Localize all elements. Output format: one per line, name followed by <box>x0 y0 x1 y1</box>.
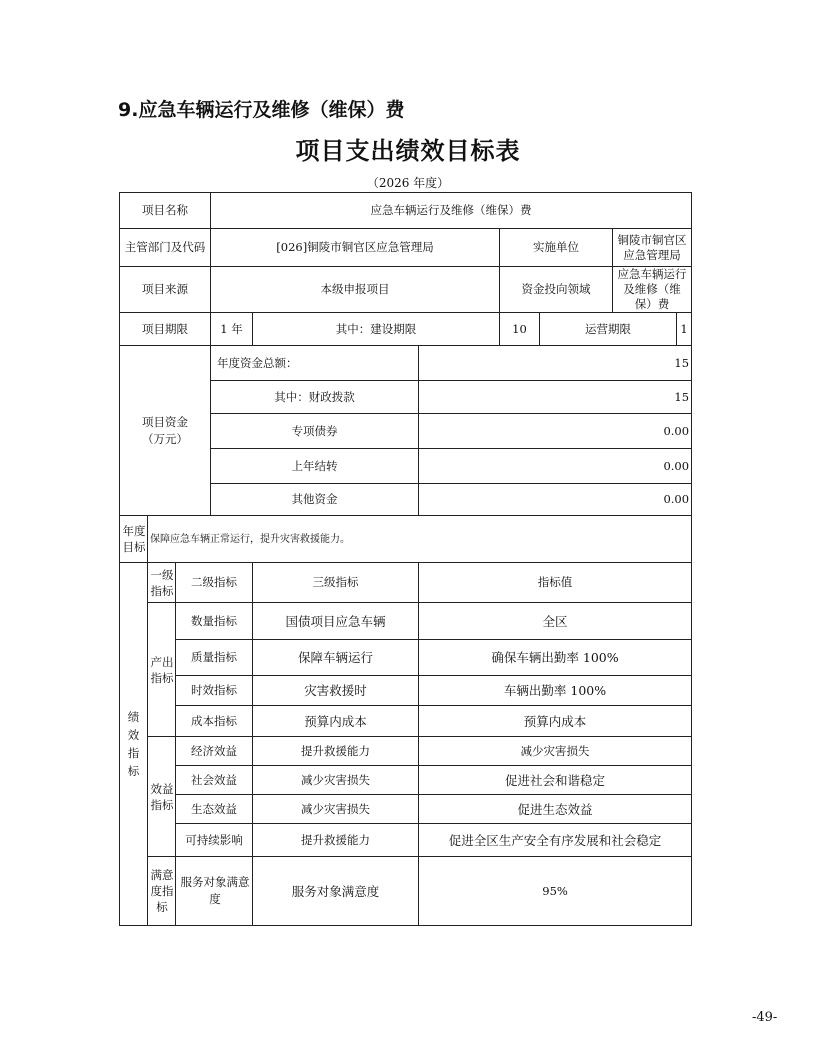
invest-label: 资金投向领域 <box>500 267 613 313</box>
output-l3: 灾害救援时 <box>253 676 419 706</box>
fund-bond-label: 专项债券 <box>211 414 419 449</box>
row-department <box>120 229 692 267</box>
output-value: 车辆出勤率 100% <box>419 676 692 706</box>
satisfaction-l2: 服务对象满意度 <box>176 857 253 926</box>
row-period <box>120 313 692 346</box>
satisfaction-value: 95% <box>419 857 692 926</box>
page-number: -49- <box>752 1010 778 1025</box>
benefit-l2: 社会效益 <box>176 766 253 795</box>
table-row <box>120 737 692 766</box>
table-row <box>120 766 692 795</box>
source-value: 本级申报项目 <box>211 267 500 313</box>
invest-value: 应急车辆运行及维修（维保）费 <box>613 267 692 313</box>
output-l3: 国债项目应急车辆 <box>253 603 419 640</box>
fund-other-value: 0.00 <box>419 484 692 516</box>
table-row <box>120 795 692 824</box>
project-name-label: 项目名称 <box>120 193 211 229</box>
table-row <box>120 824 692 857</box>
output-value: 确保车辆出勤率 100% <box>419 640 692 676</box>
op-period-value: 1 <box>677 313 692 346</box>
benefit-value: 促进社会和谐稳定 <box>419 766 692 795</box>
period-label: 项目期限 <box>120 313 211 346</box>
output-l2: 成本指标 <box>176 706 253 737</box>
fund-total-value: 15 <box>419 346 692 381</box>
fund-finance-label: 其中：财政拨款 <box>211 381 419 414</box>
dept-value: [026]铜陵市铜官区应急管理局 <box>211 229 500 267</box>
benefit-l2: 可持续影响 <box>176 824 253 857</box>
impl-label: 实施单位 <box>500 229 613 267</box>
period-value: 1 年 <box>211 313 253 346</box>
fund-other-label: 其他资金 <box>211 484 419 516</box>
output-l2: 质量指标 <box>176 640 253 676</box>
fund-bond-value: 0.00 <box>419 414 692 449</box>
output-l2: 数量指标 <box>176 603 253 640</box>
benefit-l3: 减少灾害损失 <box>253 766 419 795</box>
performance-target-table <box>119 192 692 926</box>
table-row <box>120 857 692 926</box>
row-project-name <box>120 193 692 229</box>
output-value: 预算内成本 <box>419 706 692 737</box>
fund-finance-value: 15 <box>419 381 692 414</box>
dept-label: 主管部门及代码 <box>120 229 211 267</box>
fund-total-label: 年度资金总额： <box>211 346 419 381</box>
perf-label: 绩效指标 <box>120 563 148 926</box>
table-row <box>120 603 692 640</box>
row-source <box>120 267 692 313</box>
table-row <box>120 676 692 706</box>
op-period-label: 运营期限 <box>540 313 677 346</box>
benefit-l2: 经济效益 <box>176 737 253 766</box>
source-label: 项目来源 <box>120 267 211 313</box>
output-l3: 保障车辆运行 <box>253 640 419 676</box>
table-row <box>120 640 692 676</box>
perf-header-value: 指标值 <box>419 563 692 603</box>
benefit-value: 减少灾害损失 <box>419 737 692 766</box>
year-label: （2026 年度） <box>366 176 450 190</box>
perf-header-l2: 二级指标 <box>176 563 253 603</box>
output-l2: 时效指标 <box>176 676 253 706</box>
row-annual-goal <box>120 516 692 563</box>
annual-goal-value: 保障应急车辆正常运行，提升灾害救援能力。 <box>148 516 692 563</box>
page-title: 项目支出绩效目标表 <box>295 137 521 165</box>
satisfaction-indicator-label: 满意度指标 <box>148 857 176 926</box>
output-indicator-label: 产出指标 <box>148 603 176 737</box>
satisfaction-l3: 服务对象满意度 <box>253 857 419 926</box>
perf-header-l1: 一级指标 <box>148 563 176 603</box>
row-fund-total <box>120 346 692 381</box>
benefit-l3: 减少灾害损失 <box>253 795 419 824</box>
annual-goal-label: 年度目标 <box>120 516 148 563</box>
row-perf-header <box>120 563 692 603</box>
output-l3: 预算内成本 <box>253 706 419 737</box>
benefit-l3: 提升救援能力 <box>253 824 419 857</box>
build-period-label: 其中：建设期限 <box>253 313 500 346</box>
project-name-value: 应急车辆运行及维修（维保）费 <box>211 193 692 229</box>
build-period-value: 10 <box>500 313 540 346</box>
benefit-l3: 提升救援能力 <box>253 737 419 766</box>
fund-carryover-value: 0.00 <box>419 449 692 484</box>
section-heading: 9.应急车辆运行及维修（维保）费 <box>118 99 405 121</box>
fund-carryover-label: 上年结转 <box>211 449 419 484</box>
impl-value: 铜陵市铜官区应急管理局 <box>613 229 692 267</box>
benefit-l2: 生态效益 <box>176 795 253 824</box>
benefit-value: 促进生态效益 <box>419 795 692 824</box>
perf-header-l3: 三级指标 <box>253 563 419 603</box>
funds-label: 项目资金（万元） <box>120 346 211 516</box>
output-value: 全区 <box>419 603 692 640</box>
table-row <box>120 706 692 737</box>
benefit-indicator-label: 效益指标 <box>148 737 176 857</box>
benefit-value: 促进全区生产安全有序发展和社会稳定 <box>419 824 692 857</box>
